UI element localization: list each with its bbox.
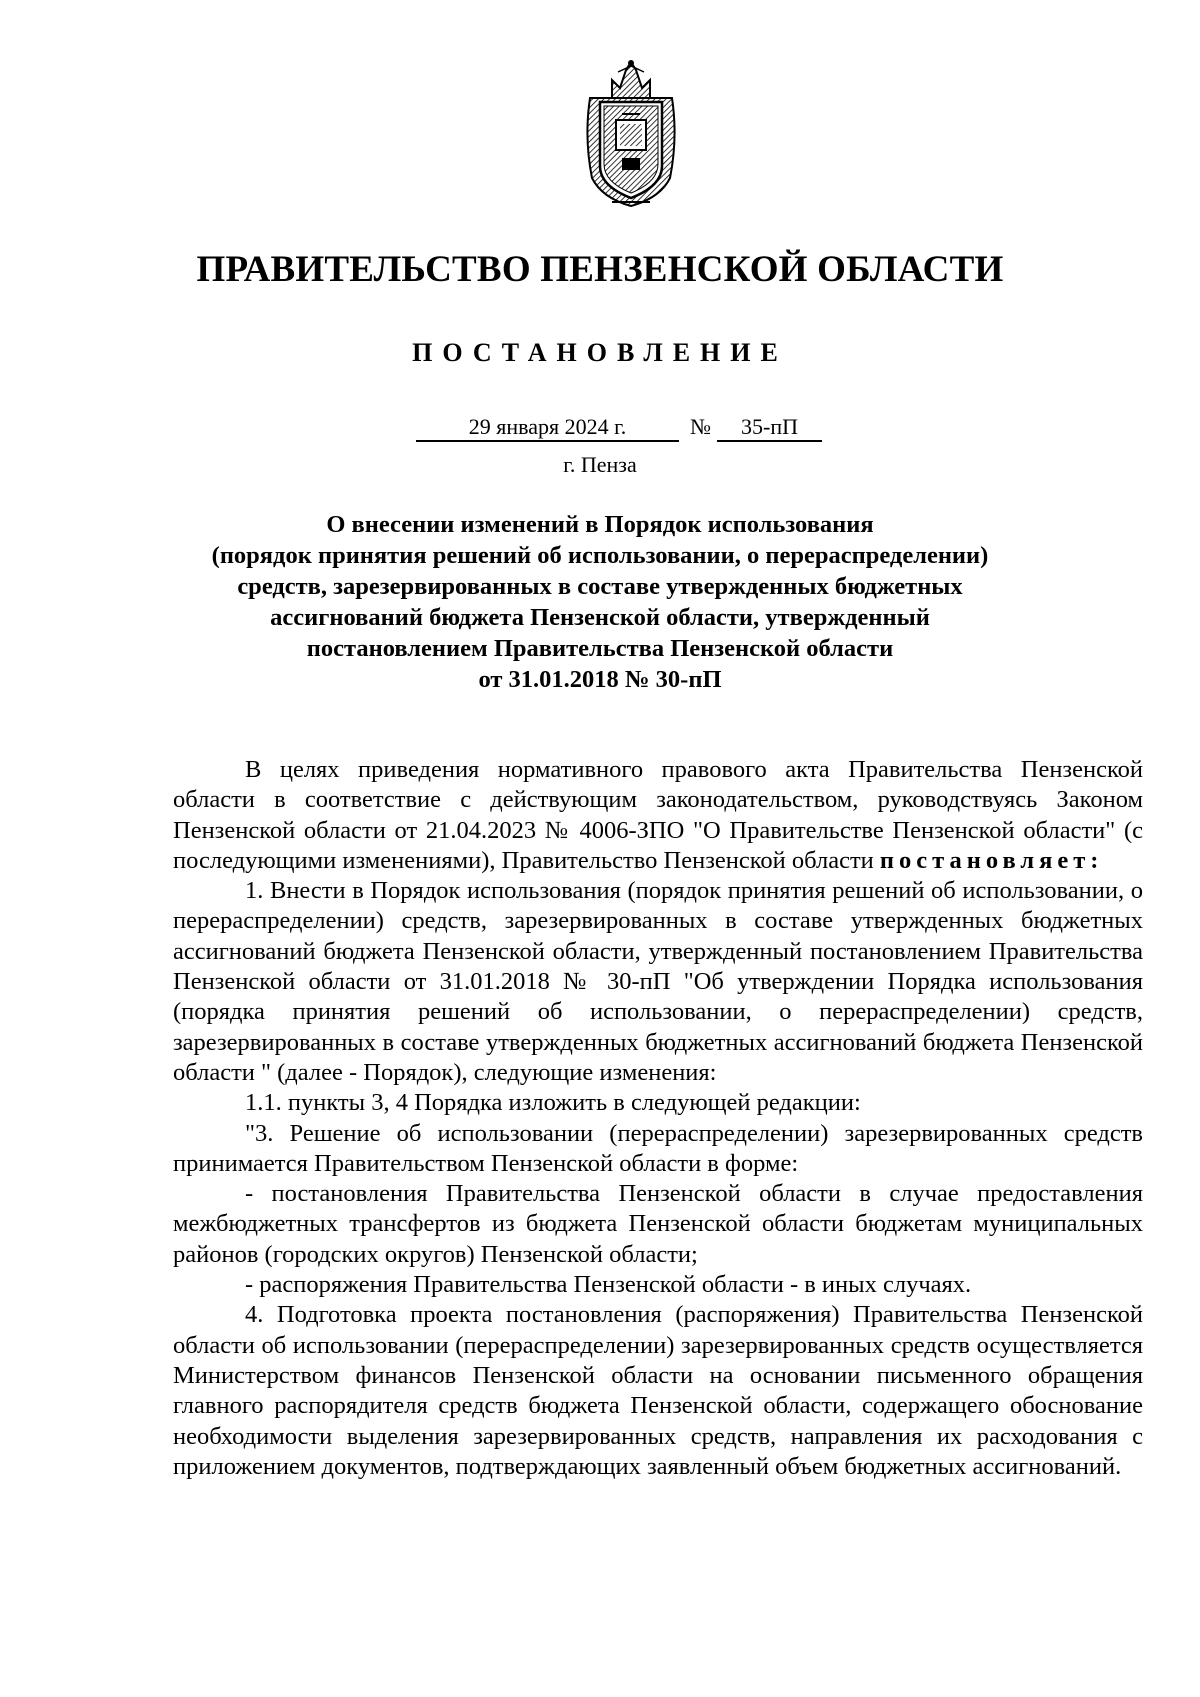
paragraph-3: "3. Решение об использовании (перераспределении) зарезервированных средств принимается Правительством Пензенской области в форме: xyxy=(173,1119,1143,1177)
preamble-text: В целях приведения нормативного правового акта Правительства Пензенской области в соответствие с действующим законодательством, руководствуясь Законом Пензенской области от 21.04.2023 № 4006-ЗПО "О Правительстве Пензенской области" (с последующими изменениями), Правительство Пензенской области xyxy=(173,756,1143,874)
paragraph-3-item-b: - распоряжения Правительства Пензенской области - в иных случаях. xyxy=(245,1271,972,1299)
subject-line: О внесении изменений в Порядок использования xyxy=(326,511,874,538)
subject-line: (порядок принятия решений об использовании, о перераспределении) xyxy=(211,542,989,569)
subject-line: постановлением Правительства Пензенской области xyxy=(306,635,894,662)
preamble-paragraph xyxy=(173,755,1143,876)
paragraph-3-item-a: - постановления Правительства Пензенской области в случае предоставления межбюджетных трансфертов из бюджета Пензенской области бюджетам муниципальных районов (городских округов) Пензенской области; xyxy=(173,1180,1143,1268)
subject-line: средств, зарезервированных в составе утвержденных бюджетных xyxy=(237,573,963,600)
document-number: 35-пП xyxy=(717,414,822,442)
subject-line: от 31.01.2018 № 30-пП xyxy=(478,666,722,693)
coat-of-arms-icon xyxy=(582,58,680,208)
subject-line: ассигнований бюджета Пензенской области, утвержденный xyxy=(270,604,930,631)
paragraph-4: 4. Подготовка проекта постановления (распоряжения) Правительства Пензенской области об использовании (перераспределении) зарезервированных средств осуществляется Министерством финансов Пензенской области на основании письменного обращения главного распорядителя средств бюджета Пензенской области, содержащего обоснование необходимости выделения зарезервированных средств, направления их расходования с приложением документов, подтверждающих заявленный объем бюджетных ассигнований. xyxy=(173,1301,1143,1480)
document-city: г. Пенза xyxy=(563,452,637,477)
organization-title: ПРАВИТЕЛЬСТВО ПЕНЗЕНСКОЙ ОБЛАСТИ xyxy=(196,249,1004,290)
document-date: 29 января 2024 г. xyxy=(416,414,679,442)
document-body xyxy=(173,755,1143,1482)
document-subject xyxy=(150,509,1050,695)
resolves-word: постановляет: xyxy=(879,846,1104,874)
document-type: ПОСТАНОВЛЕНИЕ xyxy=(412,338,788,367)
paragraph-1: 1. Внести в Порядок использования (порядок принятия решений об использовании, о перераспределении) средств, зарезервированных в составе утвержденных бюджетных ассигнований бюджета Пензенской области, утвержденный постановлением Правительства Пензенской области от 31.01.2018 № 30-пП "Об утверждении Порядка использования (порядка принятия решений об использовании, о перераспределении) средств, зарезервированных в составе утвержденных бюджетных ассигнований бюджета Пензенской области " (далее - Порядок), следующие изменения: xyxy=(173,877,1143,1086)
number-sign: № xyxy=(690,414,711,439)
paragraph-1-1: 1.1. пункты 3, 4 Порядка изложить в следующей редакции: xyxy=(245,1089,861,1117)
